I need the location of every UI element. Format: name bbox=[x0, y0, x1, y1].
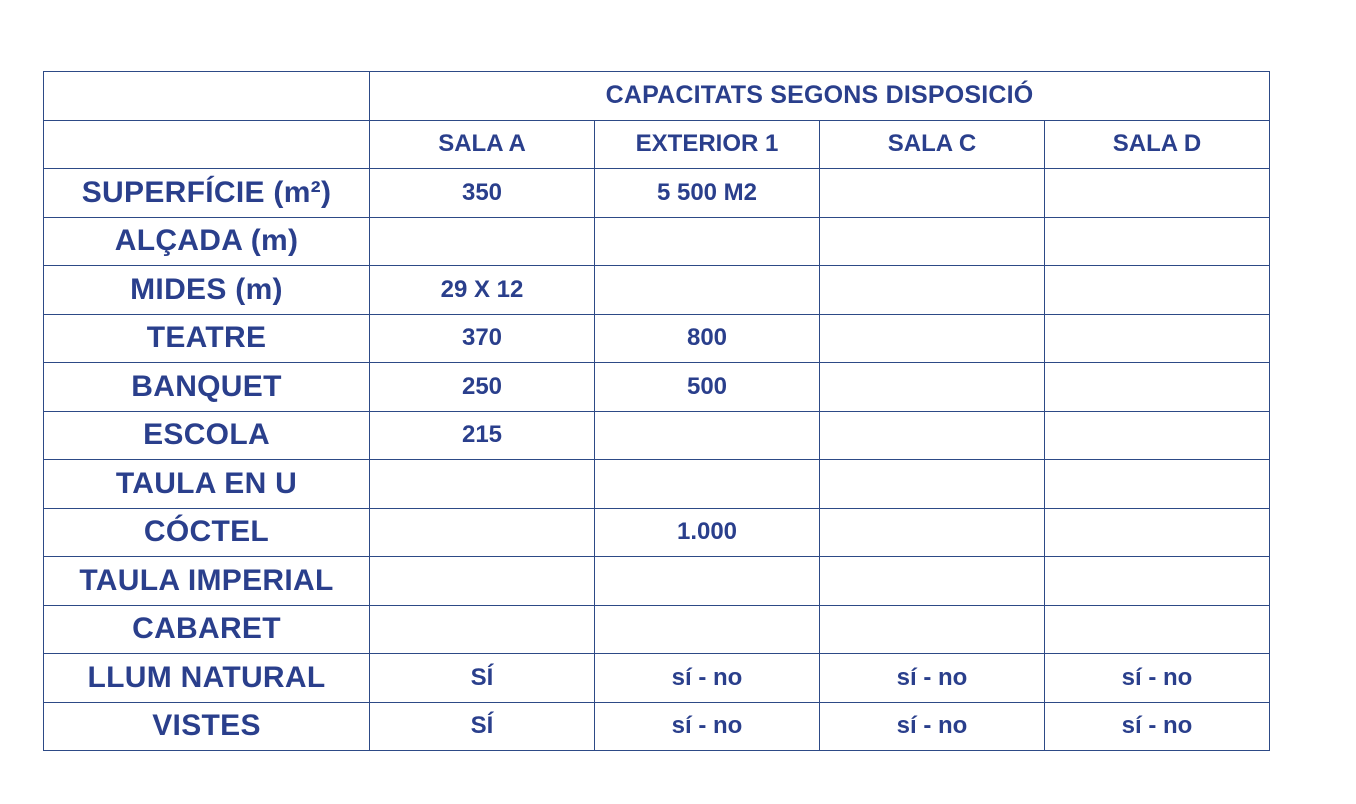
cell-escola-sala-c bbox=[820, 411, 1045, 460]
cell-coctel-sala-d bbox=[1045, 508, 1270, 557]
cell-mides-m-sala-d bbox=[1045, 266, 1270, 315]
cell-alcada-m-exterior-1 bbox=[595, 217, 820, 266]
row-label-coctel: CÓCTEL bbox=[44, 508, 370, 557]
cell-mides-m-sala-a: 29 X 12 bbox=[370, 266, 595, 315]
cell-vistes-sala-d: sí - no bbox=[1045, 702, 1270, 751]
cell-mides-m-exterior-1 bbox=[595, 266, 820, 315]
cell-vistes-sala-c: sí - no bbox=[820, 702, 1045, 751]
row-label-taula-imperial: TAULA IMPERIAL bbox=[44, 557, 370, 606]
cell-taula-en-u-sala-a bbox=[370, 460, 595, 509]
cell-coctel-sala-c bbox=[820, 508, 1045, 557]
cell-vistes-exterior-1: sí - no bbox=[595, 702, 820, 751]
row-label-superficie-m: SUPERFÍCIE (m²) bbox=[44, 169, 370, 218]
cell-taula-imperial-sala-d bbox=[1045, 557, 1270, 606]
table-row bbox=[44, 605, 1270, 654]
cell-alcada-m-sala-a bbox=[370, 217, 595, 266]
column-header-exterior-1: EXTERIOR 1 bbox=[595, 120, 820, 169]
table-row bbox=[44, 266, 1270, 315]
table-title: CAPACITATS SEGONS DISPOSICIÓ bbox=[370, 72, 1270, 121]
row-label-teatre: TEATRE bbox=[44, 314, 370, 363]
row-label-alcada-m: ALÇADA (m) bbox=[44, 217, 370, 266]
row-label-escola: ESCOLA bbox=[44, 411, 370, 460]
table-row bbox=[44, 508, 1270, 557]
cell-teatre-sala-d bbox=[1045, 314, 1270, 363]
row-label-mides-m: MIDES (m) bbox=[44, 266, 370, 315]
cell-mides-m-sala-c bbox=[820, 266, 1045, 315]
cell-cabaret-sala-a bbox=[370, 605, 595, 654]
cell-banquet-sala-c bbox=[820, 363, 1045, 412]
capacity-table bbox=[43, 71, 1270, 751]
table-row bbox=[44, 460, 1270, 509]
cell-taula-imperial-sala-a bbox=[370, 557, 595, 606]
cell-escola-sala-d bbox=[1045, 411, 1270, 460]
table-row bbox=[44, 169, 1270, 218]
cell-llum-natural-exterior-1: sí - no bbox=[595, 654, 820, 703]
cell-teatre-exterior-1: 800 bbox=[595, 314, 820, 363]
table-row bbox=[44, 557, 1270, 606]
cell-cabaret-sala-c bbox=[820, 605, 1045, 654]
cell-coctel-sala-a bbox=[370, 508, 595, 557]
cell-taula-en-u-sala-c bbox=[820, 460, 1045, 509]
table-row bbox=[44, 654, 1270, 703]
table-row bbox=[44, 702, 1270, 751]
cell-taula-imperial-exterior-1 bbox=[595, 557, 820, 606]
cell-superficie-m-sala-c bbox=[820, 169, 1045, 218]
cell-alcada-m-sala-d bbox=[1045, 217, 1270, 266]
cell-llum-natural-sala-c: sí - no bbox=[820, 654, 1045, 703]
cell-alcada-m-sala-c bbox=[820, 217, 1045, 266]
cell-banquet-sala-d bbox=[1045, 363, 1270, 412]
cell-llum-natural-sala-a: SÍ bbox=[370, 654, 595, 703]
cell-banquet-exterior-1: 500 bbox=[595, 363, 820, 412]
column-header-sala-a: SALA A bbox=[370, 120, 595, 169]
cell-escola-sala-a: 215 bbox=[370, 411, 595, 460]
cell-teatre-sala-a: 370 bbox=[370, 314, 595, 363]
cell-taula-imperial-sala-c bbox=[820, 557, 1045, 606]
table-row bbox=[44, 411, 1270, 460]
row-label-vistes: VISTES bbox=[44, 702, 370, 751]
cell-superficie-m-sala-a: 350 bbox=[370, 169, 595, 218]
column-header-row bbox=[44, 120, 1270, 169]
cell-cabaret-exterior-1 bbox=[595, 605, 820, 654]
row-label-llum-natural: LLUM NATURAL bbox=[44, 654, 370, 703]
cell-superficie-m-exterior-1: 5 500 M2 bbox=[595, 169, 820, 218]
row-label-taula-en-u: TAULA EN U bbox=[44, 460, 370, 509]
cell-banquet-sala-a: 250 bbox=[370, 363, 595, 412]
cell-coctel-exterior-1: 1.000 bbox=[595, 508, 820, 557]
cell-cabaret-sala-d bbox=[1045, 605, 1270, 654]
title-row bbox=[44, 72, 1270, 121]
cell-taula-en-u-exterior-1 bbox=[595, 460, 820, 509]
corner-cell-top bbox=[44, 72, 370, 121]
capacity-sheet bbox=[43, 71, 1269, 750]
column-header-sala-c: SALA C bbox=[820, 120, 1045, 169]
cell-superficie-m-sala-d bbox=[1045, 169, 1270, 218]
column-header-sala-d: SALA D bbox=[1045, 120, 1270, 169]
corner-cell-head bbox=[44, 120, 370, 169]
row-label-cabaret: CABARET bbox=[44, 605, 370, 654]
table-row bbox=[44, 217, 1270, 266]
table-row bbox=[44, 314, 1270, 363]
cell-escola-exterior-1 bbox=[595, 411, 820, 460]
table-row bbox=[44, 363, 1270, 412]
cell-teatre-sala-c bbox=[820, 314, 1045, 363]
cell-taula-en-u-sala-d bbox=[1045, 460, 1270, 509]
row-label-banquet: BANQUET bbox=[44, 363, 370, 412]
cell-llum-natural-sala-d: sí - no bbox=[1045, 654, 1270, 703]
cell-vistes-sala-a: SÍ bbox=[370, 702, 595, 751]
